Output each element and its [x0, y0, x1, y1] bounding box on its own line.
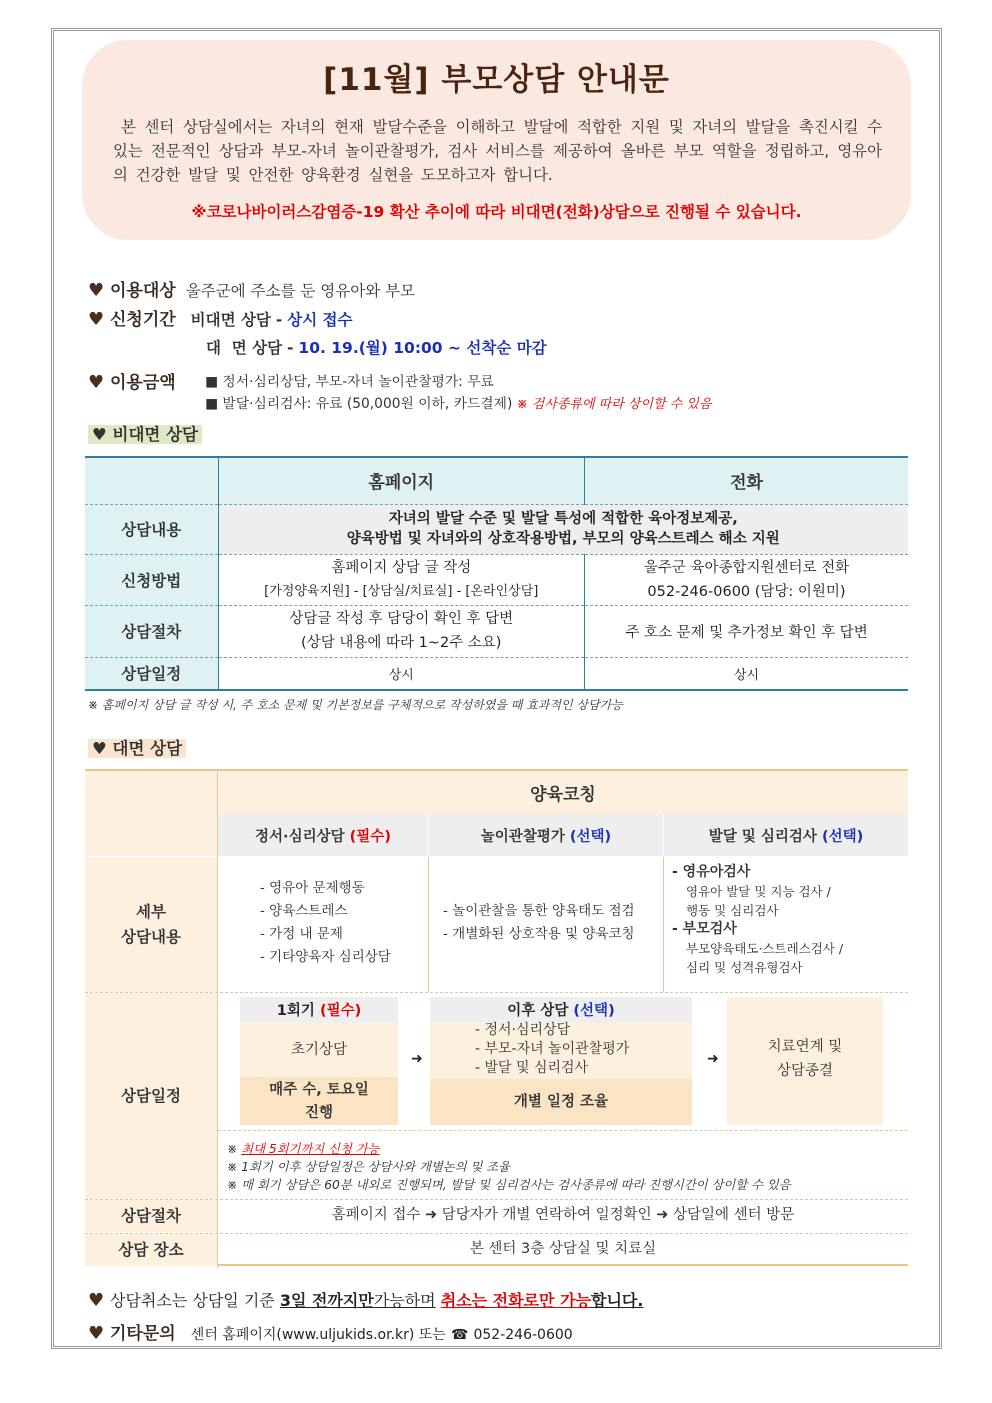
heart-icon: ♥ [88, 309, 105, 330]
page-title: [11월] 부모상담 안내문 [323, 62, 670, 98]
session1-body: 초기상담 [290, 1042, 348, 1058]
note-duration: ※ 매 회기 상담은 60분 내외로 진행되며, 발달 및 심리검사는 검사종류에 따라 진행시간이 상이할 수 있음 [227, 1178, 791, 1192]
play-items: - 놀이관찰을 통한 양육태도 점검 - 개별화된 상호작용 및 양육코칭 [443, 903, 635, 942]
fee-item-1: ■ 정서·심리상담, 부모-자녀 놀이관찰평가: 무료 [205, 374, 494, 390]
info-target: ♥ 이용대상 울주군에 주소를 둔 영유아와 부모 [88, 280, 416, 301]
proc-phone: 주 호소 문제 및 추가정보 확인 후 답변 [585, 605, 908, 657]
session1-head: 1회기 (필수) [240, 997, 398, 1022]
coaching-header: 양육코칭 [218, 771, 908, 814]
table-corner [85, 457, 218, 504]
session2-head: 이후 상담 (선택) [430, 997, 692, 1022]
covid-notice: ※코로나바이러스감염증-19 확산 추이에 따라 비대면(전화)상담으로 진행될 수 있습니다. [191, 203, 802, 221]
proc-homepage: 상담글 작성 후 담당이 확인 후 답변 (상담 내용에 따라 1~2주 소요) [218, 605, 585, 657]
cancel-notice: ♥ 상담취소는 상담일 기준 3일 전까지만가능하며 취소는 전화로만 가능합니다. [88, 1290, 644, 1311]
detail-label: 세부 상담내용 [85, 857, 217, 992]
col-homepage: 홈페이지 [218, 457, 585, 504]
row-label-content: 상담내용 [85, 504, 218, 554]
method-phone: 울주군 육아종합지원센터로 전화 052-246-0600 (담당: 이원미) [585, 554, 908, 605]
fee-item-2: ■ 발달·심리검사: 유료 (50,000원 이하, 카드결제) ※ 검사종류에 따라 상이할 수 있음 [205, 396, 712, 412]
session3-text: 치료연계 및 상담종결 [767, 1039, 843, 1079]
heart-icon: ♥ [88, 280, 105, 301]
info-period-face: 대 면 상담 - 10. 19.(월) 10:00 ~ 선착순 마감 [206, 339, 547, 357]
emotion-items: - 영유아 문제행동 - 양육스트레스 - 가정 내 문제 - 기타양육자 심리상담 [260, 880, 391, 965]
proc-flow: 홈페이지 접수 ➜ 담당자가 개별 연락하여 일정확인 ➜ 상담일에 센터 방문 [331, 1207, 795, 1223]
col-emotion: 정서·심리상담 (필수) [218, 814, 428, 856]
heart-icon: ♥ [88, 1290, 105, 1311]
face-table [85, 769, 908, 1266]
phone-icon: ☎ [450, 1327, 469, 1343]
intro-text: 본 센터 상담실에서는 자녀의 현재 발달수준을 이해하고 발달에 적합한 지원 및 자녀의 발달을 촉진시킬 수 있는 전문적인 상담과 부모-자녀 놀이관찰평가, 검사 서비스를 제공하여 올바른 부모 역할을 정립하고, 영유아의 건강한 발달 및 안전한 양육환경 실현을 도모하고자 합니다. [113, 118, 882, 184]
nonface-table [85, 456, 908, 691]
method-homepage: 홈페이지 상담 글 작성 [가정양육지원] - [상담실/치료실] - [온라인상담] [218, 554, 585, 605]
nonface-note: ※ 홈페이지 상담 글 작성 시, 주 호소 문제 및 기본정보를 구체적으로 작성하였을 때 효과적인 상담가능 [88, 698, 623, 712]
col-play: 놀이관찰평가 (선택) [429, 814, 663, 856]
heart-icon: ♥ [88, 372, 105, 393]
place-value: 본 센터 3층 상담실 및 치료실 [469, 1241, 657, 1257]
col-phone: 전화 [585, 457, 908, 504]
session2-foot: 개별 일정 조율 [430, 1079, 692, 1125]
heart-icon: ♥ [92, 425, 113, 444]
arrow-icon: ➜ [411, 1051, 423, 1067]
arrow-icon: ➜ [707, 1051, 719, 1067]
row-label-proc: 상담절차 [85, 605, 218, 657]
heart-icon: ♥ [88, 1323, 105, 1344]
row-label-sched: 상담일정 [85, 657, 218, 690]
sched-label: 상담일정 [85, 993, 217, 1199]
note-after-session: ※ 1회기 이후 상담일정은 상담사와 개별논의 및 조율 [227, 1160, 511, 1174]
proc-label: 상담절차 [85, 1200, 217, 1232]
test-items: - 영유아검사 영유아 발달 및 지능 검사 / 행동 및 심리검사 - 부모검사 부모양육태도·스트레스검사 / 심리 및 성격유형검사 [672, 864, 844, 975]
etc-inquiry: ♥ 기타문의 센터 홈페이지(www.uljukids.or.kr) 또는 ☎ 052-246-0600 [88, 1323, 573, 1344]
heart-icon: ♥ [92, 739, 113, 758]
square-bullet-icon: ■ [205, 374, 223, 390]
info-period: ♥ 신청기간 비대면 상담 - 상시 접수 [88, 309, 353, 330]
row-label-method: 신청방법 [85, 554, 218, 605]
place-label: 상담 장소 [85, 1234, 217, 1266]
info-fee: ♥ 이용금액 [88, 372, 176, 393]
content-cell: 자녀의 발달 수준 및 발달 특성에 적합한 육아정보제공, 양육방법 및 자녀와의 상호작용방법, 부모의 양육스트레스 해소 지원 [218, 504, 908, 554]
session2-items: - 정서·심리상담 - 부모-자녀 놀이관찰평가 - 발달 및 심리검사 [475, 1022, 630, 1076]
arrow-icon: ➜ [656, 1207, 669, 1223]
session1-foot: 매주 수, 토요일 진행 [240, 1077, 398, 1125]
arrow-icon: ➜ [424, 1207, 438, 1223]
sched-homepage: 상시 [218, 657, 585, 690]
header-box [82, 40, 911, 240]
nonface-heading: ♥ 비대면 상담 [88, 421, 202, 445]
col-test: 발달 및 심리검사 (선택) [664, 814, 908, 856]
note-max-session: ※ 최대 5회기까지 신청 가능 [227, 1142, 380, 1156]
square-bullet-icon: ■ [205, 396, 223, 412]
face-heading: ♥ 대면 상담 [88, 735, 186, 759]
face-corner [85, 771, 217, 856]
sched-phone: 상시 [585, 657, 908, 690]
